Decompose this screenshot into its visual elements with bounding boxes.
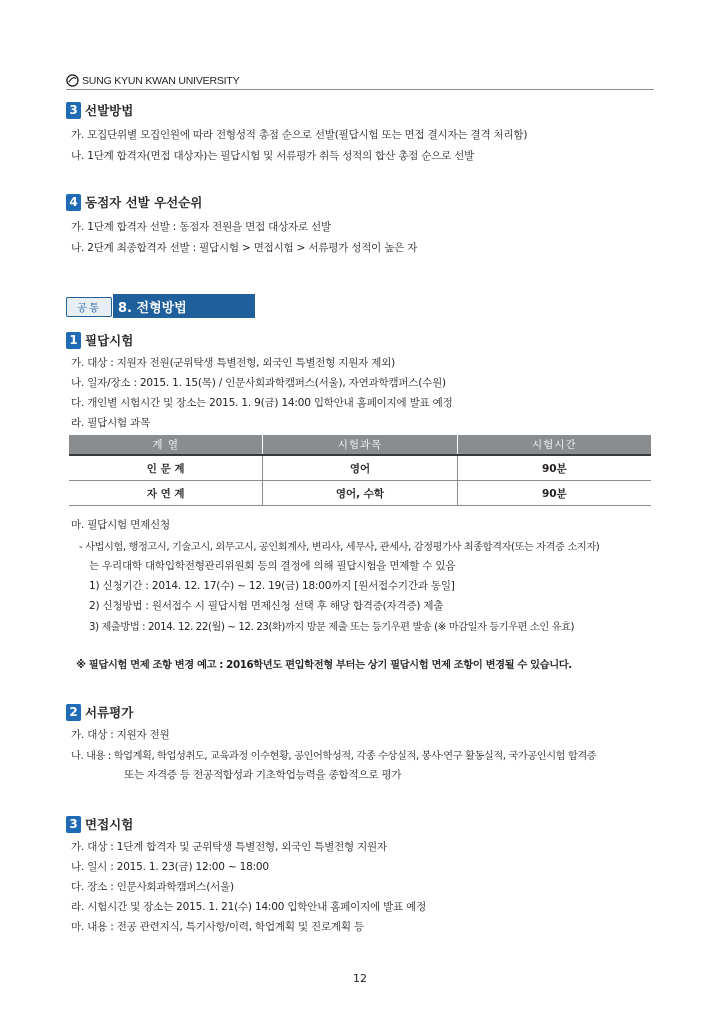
table-cell: 90분 bbox=[457, 455, 651, 481]
header-divider bbox=[66, 89, 654, 90]
text-line: 가. 대상 : 지원자 전원(군위탁생 특별전형, 외국인 특별전형 지원자 제외) bbox=[71, 357, 396, 369]
table-cell: 인 문 계 bbox=[69, 455, 263, 481]
section-title: 서류평가 bbox=[85, 705, 134, 720]
section-heading-docs bbox=[66, 703, 133, 721]
text-line: 마. 필답시험 면제신청 bbox=[71, 519, 170, 531]
table-cell: 영어 bbox=[263, 455, 457, 481]
section-title: 선발방법 bbox=[85, 103, 134, 118]
text-line: 마. 내용 : 전공 관련지식, 특기사항/이력, 학업계획 및 진로계획 등 bbox=[71, 921, 364, 933]
university-emblem-icon bbox=[66, 74, 79, 87]
text-line: 가. 1단계 합격자 선발 : 동점자 전원을 면접 대상자로 선발 bbox=[71, 221, 331, 233]
table-row bbox=[69, 481, 651, 506]
banner-title: 8. 전형방법 bbox=[113, 294, 255, 318]
section-title: 면접시험 bbox=[85, 817, 134, 832]
section-heading-tie bbox=[66, 193, 202, 211]
text-line: 가. 모집단위별 모집인원에 따라 전형성적 총점 순으로 선발(필답시험 또는 면접 결시자는 결격 처리함) bbox=[71, 129, 528, 141]
table-cell: 자 연 계 bbox=[69, 481, 263, 506]
section-number: 4 bbox=[66, 194, 81, 211]
section-number: 1 bbox=[66, 332, 81, 349]
university-name: SUNG KYUN KWAN UNIVERSITY bbox=[82, 74, 240, 87]
text-line: - 사법시험, 행정고시, 기술고시, 외무고시, 공인회계사, 변리사, 세무사, 관세사, 감정평가사 최종합격자(또는 자격증 소지자) bbox=[79, 542, 600, 553]
text-line: 나. 1단계 합격자(면접 대상자)는 필답시험 및 서류평가 취득 성적의 합산 총점 순으로 선발 bbox=[71, 150, 475, 162]
section-heading-interview bbox=[66, 815, 133, 833]
notice-line: ※ 필답시험 면제 조항 변경 예고 : 2016학년도 편입학전형 부터는 상기 필답시험 면제 조항이 변경될 수 있습니다. bbox=[76, 659, 572, 671]
text-line: 1) 신청기간 : 2014. 12. 17(수) ~ 12. 19(금) 18:00까지 [원서접수기간과 동일] bbox=[89, 580, 455, 592]
section-number: 3 bbox=[66, 102, 81, 119]
text-line: 나. 내용 : 학업계획, 학업성취도, 교육과정 이수현황, 공인어학성적, 각종 수상실적, 봉사·연구 활동실적, 국가공인시험 합격증 bbox=[71, 751, 597, 762]
table-header-cell: 시험과목 bbox=[263, 435, 457, 455]
text-line: 3) 제출방법 : 2014. 12. 22(월) ~ 12. 23(화)까지 방문 제출 또는 등기우편 발송 (※ 마감일자 등기우편 소인 유효) bbox=[89, 622, 575, 633]
text-line: 는 우리대학 대학입학전형관리위원회 등의 결정에 의해 필답시험을 면제할 수 있음 bbox=[89, 560, 456, 572]
table-cell: 영어, 수학 bbox=[263, 481, 457, 506]
section-number: 3 bbox=[66, 816, 81, 833]
section-heading-written bbox=[66, 331, 133, 349]
text-line: 다. 장소 : 인문사회과학캠퍼스(서울) bbox=[71, 881, 234, 893]
text-line: 나. 일자/장소 : 2015. 1. 15(목) / 인문사회과학캠퍼스(서울), 자연과학캠퍼스(수원) bbox=[71, 377, 446, 389]
table-header-cell: 시험시간 bbox=[457, 435, 651, 455]
section-title: 동점자 선발 우선순위 bbox=[85, 195, 203, 210]
section-heading-selection bbox=[66, 101, 133, 119]
text-line: 또는 자격증 등 전공적합성과 기초학업능력을 종합적으로 평가 bbox=[124, 769, 402, 781]
university-logo bbox=[66, 74, 239, 87]
table-header-row bbox=[69, 435, 651, 455]
table-header-cell: 계 열 bbox=[69, 435, 263, 455]
table-cell: 90분 bbox=[457, 481, 651, 506]
text-line: 나. 일시 : 2015. 1. 23(금) 12:00 ~ 18:00 bbox=[71, 861, 269, 873]
exam-subjects-table bbox=[69, 435, 651, 506]
text-line: 다. 개인별 시험시간 및 장소는 2015. 1. 9(금) 14:00 입학안내 홈페이지에 발표 예정 bbox=[71, 397, 453, 409]
section-title: 필답시험 bbox=[85, 333, 134, 348]
text-line: 가. 대상 : 지원자 전원 bbox=[71, 729, 170, 741]
table-row bbox=[69, 455, 651, 481]
text-line: 라. 시험시간 및 장소는 2015. 1. 21(수) 14:00 입학안내 홈페이지에 발표 예정 bbox=[71, 901, 427, 913]
text-line: 2) 신청방법 : 원서접수 시 필답시험 면제신청 선택 후 해당 합격증(자격증) 제출 bbox=[89, 600, 444, 612]
text-line: 나. 2단계 최종합격자 선발 : 필답시험 > 면접시험 > 서류평가 성적이 높은 자 bbox=[71, 242, 418, 254]
page-number: 12 bbox=[353, 972, 367, 985]
chapter-banner bbox=[66, 294, 196, 318]
banner-tag: 공통 bbox=[66, 297, 112, 317]
section-number: 2 bbox=[66, 704, 81, 721]
text-line: 라. 필답시험 과목 bbox=[71, 417, 151, 429]
text-line: 가. 대상 : 1단계 합격자 및 군위탁생 특별전형, 외국인 특별전형 지원자 bbox=[71, 841, 387, 853]
